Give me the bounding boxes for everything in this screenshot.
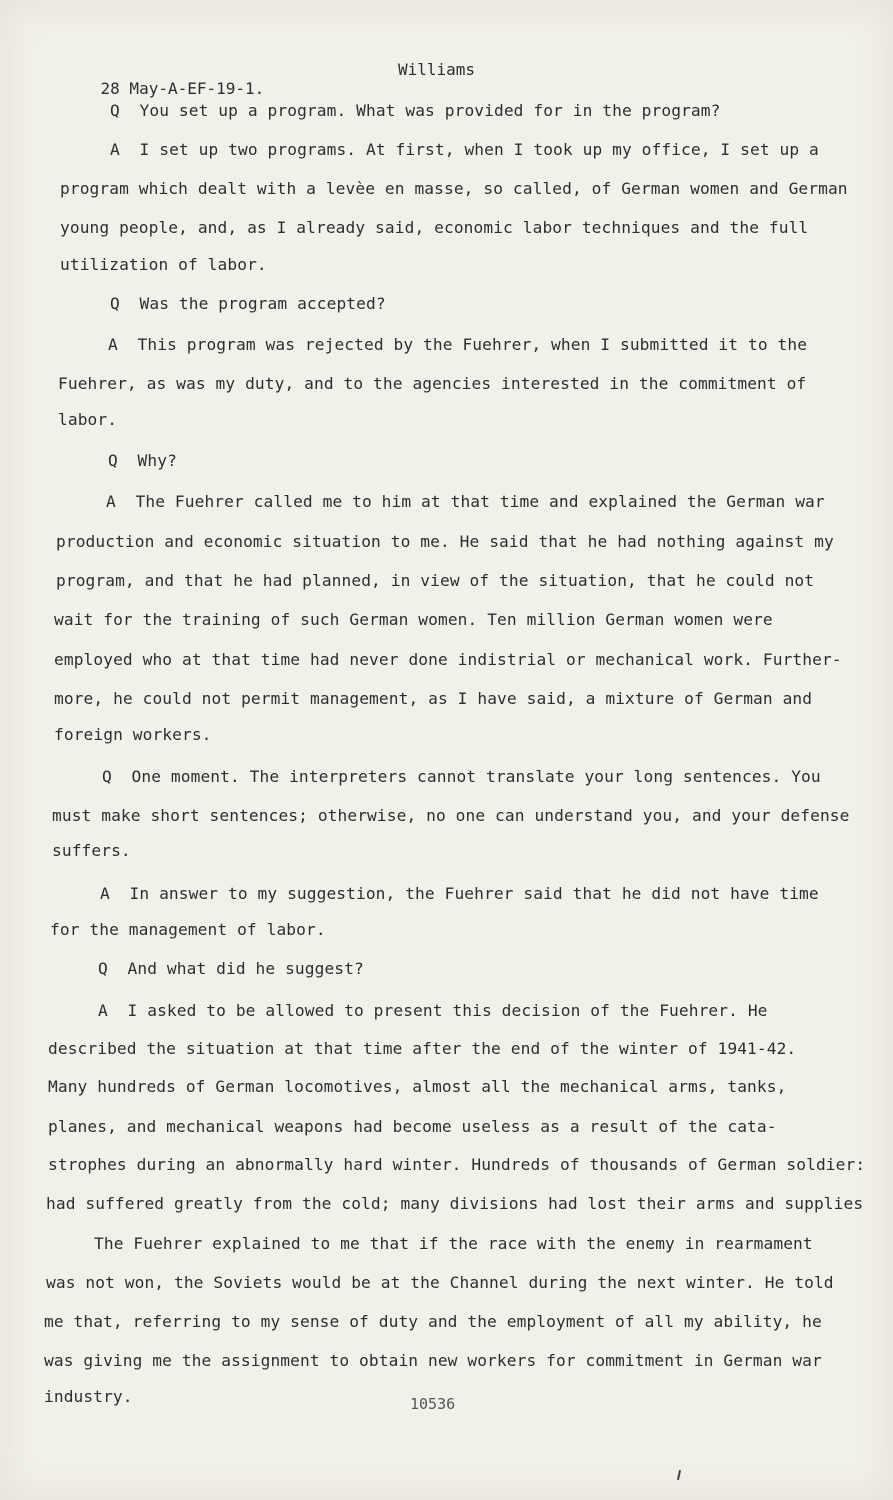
transcript-line: Q Was the program accepted? [110,294,386,313]
transcript-line: A I asked to be allowed to present this decision of the Fuehrer. He [98,1001,768,1020]
transcript-line: program, and that he had planned, in view of the situation, that he could not [56,571,815,590]
transcript-line: young people, and, as I already said, economic labor techniques and the full [60,218,809,237]
transcript-line: A In answer to my suggestion, the Fuehrer said that he did not have time [100,884,819,903]
transcript-line: program which dealt with a levèe en masse, so called, of German women and German [60,179,848,198]
page-number: 10536 [410,1395,456,1413]
transcript-line: Q One moment. The interpreters cannot translate your long sentences. You [102,767,821,786]
transcript-line: strophes during an abnormally hard winter. Hundreds of thousands of German soldier: [48,1155,866,1174]
transcript-line: production and economic situation to me. He said that he had nothing against my [56,532,834,551]
document-reference: 28 May-A-EF-19-1. [100,79,265,98]
transcript-line: Q And what did he suggest? [98,959,364,978]
transcript-line: employed who at that time had never done indistrial or mechanical work. Further- [54,650,842,669]
ink-mark [677,1470,681,1480]
transcript-line: more, he could not permit management, as I have said, a mixture of German and [54,689,813,708]
transcript-line: Many hundreds of German locomotives, almost all the mechanical arms, tanks, [48,1077,787,1096]
transcript-line: had suffered greatly from the cold; many divisions had lost their arms and supplies [46,1194,864,1213]
transcript-line: me that, referring to my sense of duty and the employment of all my ability, he [44,1312,822,1331]
transcript-line: planes, and mechanical weapons had become useless as a result of the cata- [48,1117,777,1136]
transcript-line: The Fuehrer explained to me that if the race with the enemy in rearmament [94,1234,813,1253]
transcript-line: A This program was rejected by the Fuehrer, when I submitted it to the [108,335,808,354]
transcript-line: A The Fuehrer called me to him at that time and explained the German war [106,492,825,511]
transcript-line: was giving me the assignment to obtain new workers for commitment in German war [44,1351,822,1370]
transcript-line: was not won, the Soviets would be at the Channel during the next winter. He told [46,1273,834,1292]
transcript-line: must make short sentences; otherwise, no one can understand you, and your defense [52,806,850,825]
transcript-line: Fuehrer, as was my duty, and to the agencies interested in the commitment of [58,374,807,393]
transcript-line: described the situation at that time after the end of the winter of 1941-42. [48,1039,797,1058]
transcript-line: for the management of labor. [50,920,326,939]
transcript-line: foreign workers. [54,725,212,744]
transcript-line: A I set up two programs. At first, when I took up my office, I set up a [110,140,819,159]
transcript-line: Q Why? [108,451,177,470]
transcript-line: suffers. [52,841,131,860]
transcript-line: Q You set up a program. What was provided for in the program? [110,101,721,120]
transcript-line: wait for the training of such German women. Ten million German women were [54,610,773,629]
witness-name: Williams [398,60,476,79]
transcript-line: utilization of labor. [60,255,267,274]
transcript-line: labor. [58,410,118,429]
transcript-line: industry. [44,1387,133,1406]
